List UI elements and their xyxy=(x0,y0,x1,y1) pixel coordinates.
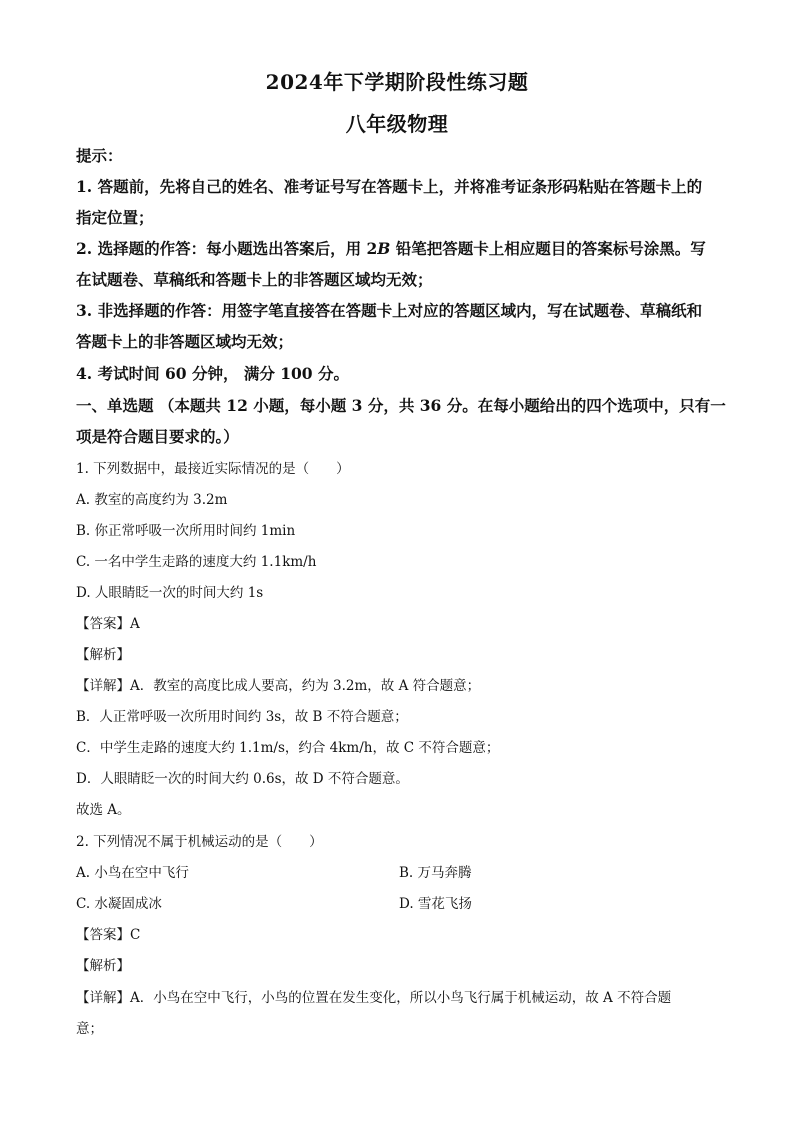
q1-detail-4: D．人眼睛眨一次的时间大约 0.6s，故 D 不符合题意。 xyxy=(76,771,409,787)
q1-answer: 【答案】A xyxy=(76,616,140,632)
q1-stem: 1. 下列数据中，最接近实际情况的是（ ） xyxy=(76,461,350,477)
q2-stem: 2. 下列情况不属于机械运动的是（ ） xyxy=(76,834,323,850)
q1-analysis-label: 【解析】 xyxy=(76,647,130,663)
q2-option-d: D. 雪花飞扬 xyxy=(399,896,472,912)
instructions-label: 提示： xyxy=(76,146,123,165)
section-heading-line-1: 一、单选题 （本题共 12 小题，每小题 3 分，共 36 分。在每小题给出的四个选项中，只有一 xyxy=(76,396,726,415)
q2-answer: 【答案】C xyxy=(76,927,141,943)
q1-option-a: A. 教室的高度约为 3.2m xyxy=(76,492,228,508)
q1-detail-2: B．人正常呼吸一次所用时间约 3s，故 B 不符合题意； xyxy=(76,709,408,725)
q1-option-d: D. 人眼睛眨一次的时间大约 1s xyxy=(76,585,264,601)
instruction-3-line-1: 3. 非选择题的作答：用签字笔直接答在答题卡上对应的答题区域内，写在试题卷、草稿纸和 xyxy=(76,301,703,320)
q1-option-b: B. 你正常呼吸一次所用时间约 1min xyxy=(76,523,296,539)
q1-detail-1: 【详解】A．教室的高度比成人要高，约为 3.2m，故 A 符合题意； xyxy=(76,678,481,694)
q2-option-b: B. 万马奔腾 xyxy=(399,865,472,881)
instruction-2-text-a: 2. 选择题的作答：每小题选出答案后，用 2 xyxy=(76,239,378,258)
page-title: 2024年下学期阶段性练习题 xyxy=(265,70,529,94)
q2-option-a: A. 小鸟在空中飞行 xyxy=(76,865,189,881)
instruction-2-pencil-grade: B xyxy=(377,239,391,258)
instruction-1-line-2: 指定位置； xyxy=(76,208,154,227)
instruction-1-line-1: 1. 答题前，先将自己的姓名、准考证号写在答题卡上，并将准考证条形码粘贴在答题卡上的 xyxy=(76,177,703,196)
q2-detail-line-1: 【详解】A．小鸟在空中飞行，小鸟的位置在发生变化，所以小鸟飞行属于机械运动，故 A 不符合题 xyxy=(76,990,672,1006)
instruction-3-line-2: 答题卡上的非答题区域均无效； xyxy=(76,332,294,351)
q1-option-c: C. 一名中学生走路的速度大约 1.1km/h xyxy=(76,554,317,570)
page-subtitle: 八年级物理 xyxy=(345,112,449,136)
q1-conclusion: 故选 A。 xyxy=(76,802,131,818)
instruction-2-line-1 xyxy=(76,239,721,259)
section-heading-line-2: 项是符合题目要求的。） xyxy=(76,427,239,446)
q2-detail-line-2: 意； xyxy=(76,1021,103,1037)
instruction-2-text-c: 铅笔把答题卡上相应题目的答案标号涂黑。写 xyxy=(390,239,706,258)
instruction-2-line-2: 在试题卷、草稿纸和答题卡上的非答题区域均无效； xyxy=(76,270,433,289)
instruction-4: 4. 考试时间 60 分钟， 满分 100 分。 xyxy=(76,364,349,383)
q1-detail-3: C．中学生走路的速度大约 1.1m/s，约合 4km/h，故 C 不符合题意； xyxy=(76,740,500,756)
q2-option-c: C. 水凝固成冰 xyxy=(76,896,162,912)
q2-analysis-label: 【解析】 xyxy=(76,958,130,974)
